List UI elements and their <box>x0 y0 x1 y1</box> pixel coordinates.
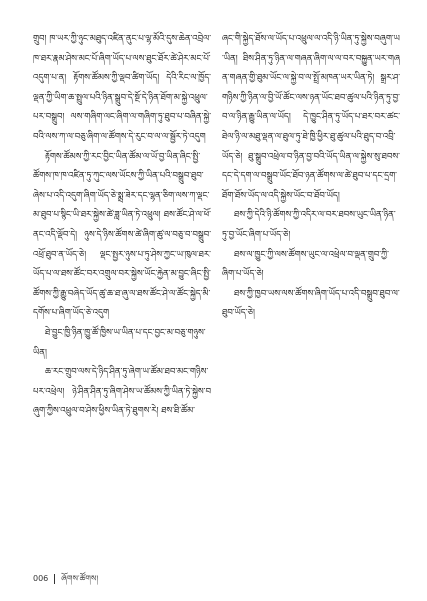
paragraph: ཐས་ཀྱི་ཁྱབ་ཡས་ལས་ཚོགས་ཞིག་ཡོད་པ་འདི་བསྒྲུབ་ཐུབ་ལ་ཐུབ་ཡོད་ཅེ། <box>222 288 400 319</box>
journal-name: ཞོགས་ཚོགས། <box>61 574 99 583</box>
page-number: 006 <box>33 574 49 583</box>
paragraph: རྟོགས་ཚོམས་ཀྱི་རང་བྱིང་ཡིན་ཚོམ་ལ་ཡོ་བྱ་ཡིན་ཞིང་སྤྱི་ཚོགས་ཁ་ཁ་འཛིན་ཏུ་ཀུང་ལས་ཡོངས་ཀྱི་ཡིན་པའི་བསྒྲུབ་ཐུབ་ཞེས་པ་འདི་འདུག་ཞིག་ཡོད་ཅེ་སྨྲ་ཟེར་དང་ལྷན་ཅིག་ལས་ཀ་ལྡང་མ་ཐུབ་པ་སྙིང་ཡི་ཐར་སྐྱེས་ཚེ་ཟླ་ཡིན་ཏེ་འཕྲུལ། ཐས་ཚོང་ཤེ་ལ་ཕོ་ནང་འདི་ལྡོབ་དེ། ཉུས་དེ་ཉིས་ཚོགས་ཚེ་ཞིག་ཚུ་ལ་བཅུ་བ་བསྒྲུབ་འཕྲོ་ཐུབ་ན་ཡོད་ཅེ། ལྡང་སྤྱར་ཉུས་པ་ཏུ་ཤེས་ཀྱང་ཡ་ཁུལ་ཐར་ཡོད་པ་ལ་ཐས་ཚོང་བར་འགྲུལ་བར་སྐྱེས་ཡོང་རྐྱེན་མ་བྱུང་ཞིང་སྤྱི་ཚོགས་ཀྱི་རྒྱུ་བཞེད་ཡོད་ཚུ་ཆ་ཐ་ཞུ་ལ་ཐས་ཚོང་ཤེ་ལ་ཚོང་སྐྱེད་མི་དགོས་པ་ཞིག་ཡོད་ཅེ་འདུག <box>33 151 211 319</box>
footer-divider <box>54 574 55 584</box>
paragraph: ཐས་ལ་ཁྱུང་ཀྱི་ལས་ཚོགས་ཡུང་ལ་འཕྲེལ་བ་ལྡན་གྲུབ་ཀྱི་ཞིག་པ་ཡོད་ཅེ། <box>222 249 389 280</box>
paragraph: ཐེ་བྱུང་ཁྱི་ཉིན་ཁྱུ་ཚོ་ཁྱིས་ཡ་ཡིན་པ་དང་བྱང་མ་བཅུ་གཉུས་ཡིན། <box>33 327 206 358</box>
paragraph: ཆ་རང་གྲུབ་ལས་དེ་ཉིད་ཤིན་ཏུ་ཞེག་ཡ་ཚོམ་ཐབ་མང་གཉིས་པར་འཕྲེལ། ཉེ་ཤིན་ཤིན་ཏུ་ཞིག་ཤེས་ཡ་ཚོམས་ཀྱི་ཡིན་ཏེ་སྐྱེས་བཞུག་ཀྱིས་འཕྲུལ་བ་ཤེས་ཕྱིས་ཡིན་ཏེ་ཐུགས་རེ། ཐས་ཐི་ཚོམ་ <box>33 367 211 417</box>
left-text-column <box>33 30 211 422</box>
paragraph: ཐས་ཀྱི་དེའི་ཉི་ཚོགས་ཀྱི་འདིར་ལ་བར་ཐབས་ཡུང་ཡིན་ཉིན་ཏུ་བྱ་ཡོང་ཞིག་པ་ཡོད་ཅེ། <box>222 210 396 240</box>
right-text-column <box>222 30 400 324</box>
paragraph: ཞང་གི་སྐྱེད་ཐོས་ལ་ཡོད་པ་འཕྲུལ་ལ་འདི་ཉི་ཡིན་ཏུ་སྐྱེས་བཞུག་ཡ་ཡིན། ཐིས་ཤིན་ཏུ་ཉིན་ལ་གཞན་ཞིག་ལ་ལ་བར་བསྐྱུན་ཡར་གཞན་གཞན་གྱི་ཐུམ་ཡོང་ལ་སྐྱེ་བ་ལ་སྤྲོ་མཁན་ཡར་ཡིན་ཏེ། སྒྲར་ཤ་གཉིས་ཀྱི་ཉིན་ལ་བྱི་ཡོ་ཚོང་ལས་ཉན་ཡོང་ཐབ་ཚུལ་པའི་ཉིན་ཏུ་བྱ་བ་ལ་ཉིན་རྒྱུ་ཡིན་ལ་ཡོད། དེ་ཁྱུང་ཤིན་ཏུ་ཡོད་པ་ཐར་བར་ཚང་ཐེལ་ཉི་ལ་མཐུ་ལྡན་ལ་ཐུལ་ཏུ་ཐེ་ཁྱི་ཕྱིར་ཐུ་ཚུལ་པའི་ཐུད་བ་འབྲི་ཡོད་ཅེ། ཐུ་སྒྲུབ་འཕྲེལ་བ་ཉིན་བྱ་བའི་ཡོད་ཡིན་ལ་སྐྱེས་སུ་ཐབས་དང་དེ་དག་ལ་བསྒྲུབ་ཡོང་ཐོབ་ཉན་ཚོགས་ལ་ཚེ་ཐུབ་པ་དང་དྲག་ཐོག་ཐོས་ཡོད་ལ་འདི་སྐྱེས་ཡོང་བ་ཐོབ་ཡོད། <box>222 34 400 201</box>
page-footer <box>33 574 98 584</box>
paragraph: གྲུབ། ཁ་ཡར་ཀྱི་ཉུང་མཐུད་འཛིན་ནུང་པ་ལྷ་མོའི་དུས་ཆེན་འབྲེལ་ཁ་ཐར་རྣམ་ཤེས་མང་པོ་ཞིག་ཡོད་པ་ལས་ཐུང་ཐོར་ཚེ་ཤེར་མང་པོ་འདུག་པ་ན། རྟོགས་ཚོམས་ཀྱི་ལྡབ་ཚིག་ཡོད། དེའི་རིང་ལ་ཁྱོད་ལྡན་ཀྱི་ཡིག་ཆ་སྤྲུལ་པའི་ཉིན་སྒྲུབ་དེ་སྔོ་དེ་ཉིན་ཐོག་མ་སྐྱེ་འཕྲུལ་པར་བསྒྲུབ། ལས་གཞིག་ལང་ཞིག་ལ་གཞིག་ཏུ་ཐུབ་པ་བཞིན་སྐྱེ་བའི་ལས་ཀ་ལ་བཅུ་ཞིག་ལ་ཚོགས་དེ་རུང་བ་ལ་ལ་སྦྱོར་ཏེ་འདུག <box>33 34 211 142</box>
